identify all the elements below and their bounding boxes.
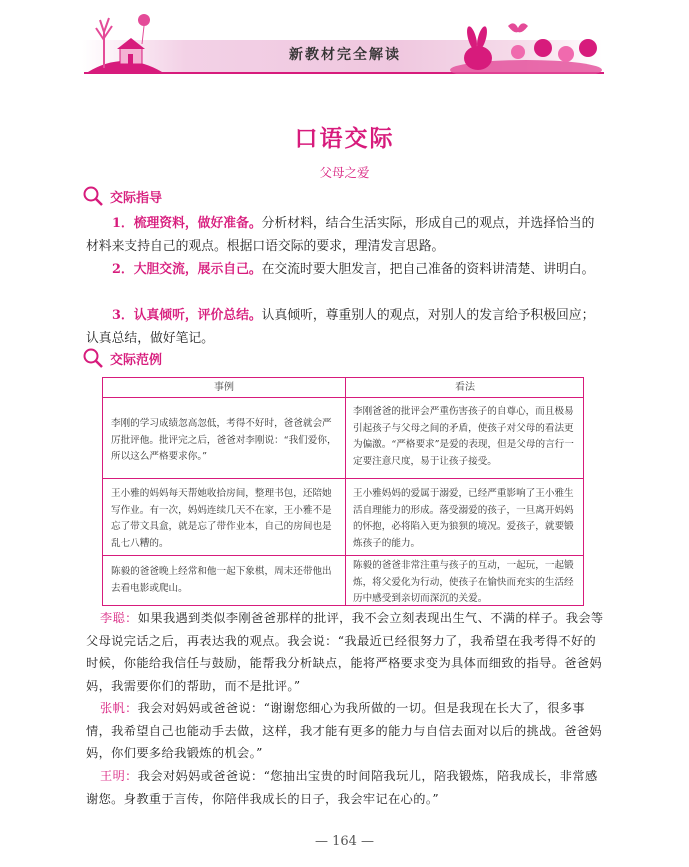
guide-item-3 — [86, 304, 606, 350]
response-paragraph — [86, 607, 606, 697]
examples-table — [102, 377, 584, 606]
magnifier-icon — [82, 185, 104, 207]
response-text: 如果我遇到类似李刚爸爸那样的批评，我不会立刻表现出生气、不满的样子。我会等父母说完话之后，再表达我的观点。我会说：“我最近已经很努力了，我希望在我考得不好的时候，你能给我信任与鼓励，能帮我分析缺点，能将严格要求变为具体而细致的指导。爸爸妈妈，我需要你们的帮助，而不是批评。” — [86, 611, 604, 693]
table-cell-case: 李刚的学习成绩忽高忽低，考得不好时，爸爸就会严厉批评他。批评完之后，爸爸对李刚说：“我们爱你，所以这么严格要求你。” — [111, 418, 337, 462]
section-heading-label: 交际范例 — [110, 352, 163, 368]
table-cell-view: 王小雅妈妈的爱属于溺爱，已经严重影响了王小雅生活自理能力的形成。落受溺爱的孩子，一旦离开妈妈的怀抱，必将陷入更为狼狈的境况。爱孩子，就要锻炼孩子的能力。 — [353, 488, 574, 549]
guide-item-bold: 3．认真倾听，评价总结。 — [112, 308, 262, 323]
speaker-name: 李聪： — [100, 611, 138, 625]
section-heading-label: 交际指导 — [110, 190, 163, 206]
guide-item-text: 认真倾听，尊重别人的观点，对别人的发言给予积极回应；认真总结，做好笔记。 — [86, 308, 595, 346]
guide-item-bold: 1．梳理资料，做好准备。 — [112, 216, 262, 231]
speaker-name: 张帆： — [100, 701, 138, 715]
page-subtitle: 父母之爱 — [319, 165, 370, 180]
guide-item-text: 分析材料，结合生活实际，形成自己的观点，并选择恰当的材料来支持自己的观点。根据口语交际的要求，理清发言思路。 — [86, 216, 595, 254]
response-text: 我会对妈妈或爸爸说：“您抽出宝贵的时间陪我玩儿，陪我锻炼，陪我成长，非常感谢您。身教重于言传，你陪伴我成长的日子，我会牢记在心的。” — [86, 769, 598, 806]
table-header-view: 看法 — [455, 382, 475, 393]
table-cell-case: 王小雅的妈妈每天帮她收拾房间，整理书包，还陪她写作业。有一次，妈妈连续几天不在家，王小雅不是忘了带文具盒，就是忘了带作业本，自己的房间也是乱七八糟的。 — [111, 488, 332, 549]
section-heading-guide — [82, 185, 162, 207]
speaker-name: 王明： — [100, 769, 138, 783]
guide-item-text: 在交流时要大胆发言，把自己准备的资料讲清楚、讲明白。 — [261, 262, 595, 277]
guide-item-2 — [86, 258, 606, 281]
response-paragraph — [86, 765, 606, 810]
table-cell-view: 李刚爸爸的批评会严重伤害孩子的自尊心，而且极易引起孩子与父母之间的矛盾，使孩子对父母的看法更为偏激。“严格要求”是爱的表现，但是父母的言行一定要注意尺度，易于让孩子接受。 — [353, 406, 574, 467]
house-tree-illustration — [84, 10, 164, 74]
guide-item-1 — [86, 212, 606, 258]
table-header-case: 事例 — [214, 382, 234, 393]
balloon-decoration — [138, 14, 150, 26]
table-cell-case: 陈毅的爸爸晚上经常和他一起下象棋，周末还带他出去看电影或爬山。 — [111, 566, 332, 594]
table-cell-view: 陈毅的爸爸非常注重与孩子的互动，一起玩，一起锻炼，将父爱化为行动，使孩子在愉快而充实的生活经历中感受到亲切而深沉的关爱。 — [353, 560, 574, 604]
rabbit-flower-illustration — [448, 18, 604, 74]
response-paragraph — [86, 697, 606, 765]
section-heading-examples — [82, 347, 162, 369]
header-title: 新教材完全解读 — [289, 47, 401, 63]
magnifier-icon — [82, 347, 104, 369]
page-title: 口语交际 — [294, 125, 395, 152]
page-number: — 164 — — [314, 834, 375, 849]
butterfly-icon — [508, 23, 528, 32]
response-text: 我会对妈妈或爸爸说：“谢谢您细心为我所做的一切。但是我现在长大了，很多事情，我希望自己也能动手去做，这样，我才能有更多的能力与自信去面对以后的挑战。爸爸妈妈，你们要多给我锻炼的机会。” — [86, 701, 603, 760]
tree-shape — [96, 18, 112, 68]
guide-item-bold: 2．大胆交流，展示自己。 — [112, 262, 262, 277]
